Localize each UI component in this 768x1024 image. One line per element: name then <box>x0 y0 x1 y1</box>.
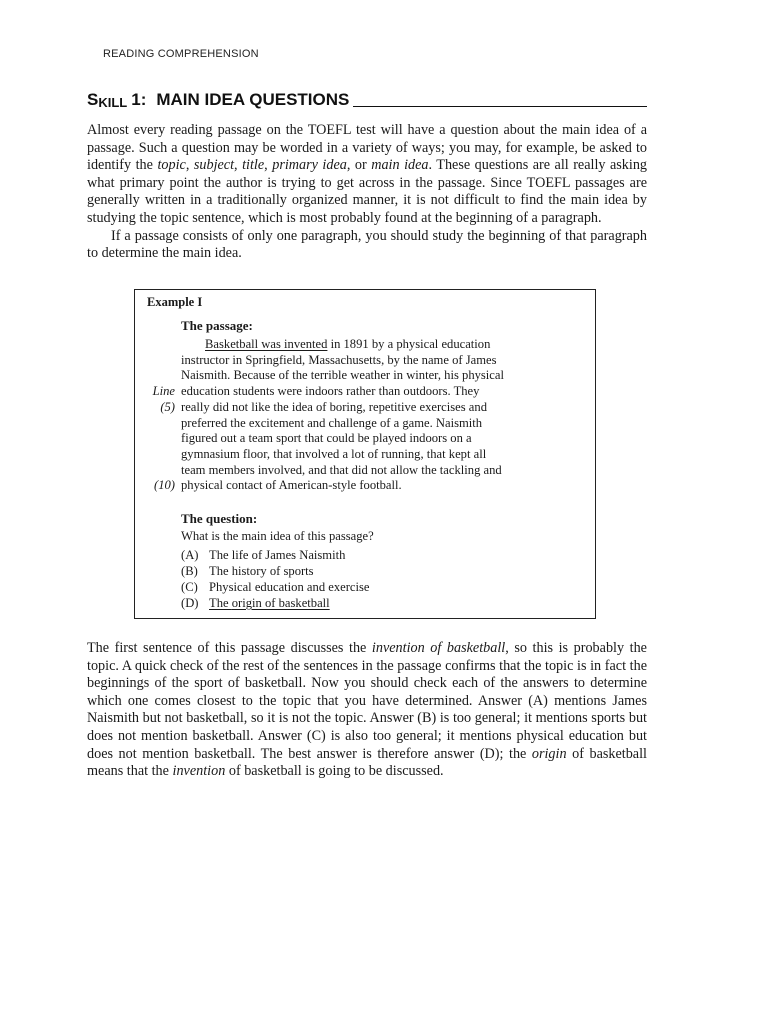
answer-choice-b: (B) The history of sports <box>181 564 314 578</box>
example-box <box>134 289 596 619</box>
line-markers <box>135 337 175 494</box>
explanation-text <box>87 640 647 781</box>
section-title: MAIN IDEA QUESTIONS <box>156 90 350 109</box>
line-marker: Line <box>152 384 175 399</box>
line-marker-10: (10) <box>154 478 175 493</box>
answer-choices <box>181 547 370 611</box>
example-label: Example I <box>147 295 203 309</box>
line-marker-5: (5) <box>160 399 175 414</box>
section-heading <box>87 90 647 110</box>
passage-line: really did not like the idea of boring, repetitive exercises and <box>181 399 487 414</box>
intro-paragraph-2: If a passage consists of only one paragraph, you should study the beginning of that paragraph to determine the main idea. <box>87 227 647 262</box>
answer-choice-a: (A) The life of James Naismith <box>181 548 346 562</box>
answer-choice-d: (D) The origin of basketball <box>181 596 330 610</box>
passage-line: preferred the excitement and challenge of a game. Naismith <box>181 415 483 430</box>
answer-choice-c: (C) Physical education and exercise <box>181 580 370 594</box>
heading-rule <box>353 106 647 107</box>
passage-line: physical contact of American-style football. <box>181 478 402 493</box>
passage-heading: The passage: <box>181 318 253 333</box>
running-head: READING COMPREHENSION <box>103 48 259 60</box>
passage-line: team members involved, and that did not allow the tackling and <box>181 462 502 477</box>
intro-paragraph-1: Almost every reading passage on the TOEFL test will have a question about the main idea of a passage. Such a question may be worded in a variety of ways; you may, for example, be asked to identify the topic, subject, title, primary idea, or main idea. These questions are all really asking what primary point the author is trying to get across in the passage. Since TOEFL passages are generally written in a traditionally organized manner, it is not difficult to find the main idea by studying the topic sentence, which is most probably found at the beginning of a paragraph. <box>87 122 648 226</box>
passage-line: Naismith. Because of the terrible weather in winter, his physical <box>181 368 504 383</box>
skill-number: 1: <box>131 90 147 109</box>
question-text: What is the main idea of this passage? <box>181 529 374 543</box>
passage-line: figured out a team sport that could be played indoors on a <box>181 431 472 446</box>
intro-text <box>87 122 647 263</box>
passage-line: gymnasium floor, that involved a lot of running, that kept all <box>181 446 487 461</box>
passage-line: education students were indoors rather than outdoors. They <box>181 384 480 399</box>
passage-text <box>181 337 591 494</box>
explanation-paragraph: The first sentence of this passage discusses the invention of basketball, so this is probably the topic. A quick check of the rest of the sentences in the passage confirms that the topic is in fact the beginnings of the sport of basketball. Now you should check each of the answers to determine which one comes closest to the topic that you have determined. Answer (A) mentions James Naismith but not basketball, so it is not the topic. Answer (B) is too general; it mentions sports but does not mention basketball. Answer (C) is also too general; it mentions physical education but does not mention basketball. The best answer is therefore answer (D); the origin of basketball means that the invention of basketball is going to be discussed. <box>87 640 647 780</box>
question-heading: The question: <box>181 511 258 526</box>
skill-initial: S <box>87 90 99 109</box>
skill-rest: KILL <box>98 95 128 110</box>
passage-line: instructor in Springfield, Massachusetts, by the name of James <box>181 352 497 367</box>
passage-line: Basketball was invented in 1891 by a physical education <box>205 337 491 351</box>
